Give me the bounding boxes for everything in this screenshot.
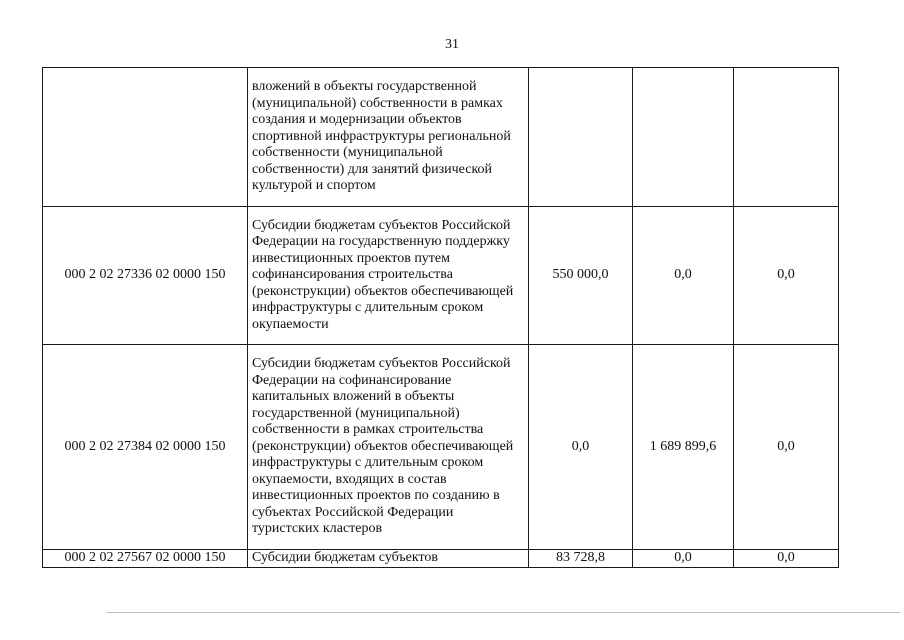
value-cell-1: 550 000,0 [529,207,633,345]
value-cell-2: 0,0 [633,207,734,345]
description-cell: Субсидии бюджетам субъектов [248,550,529,568]
value-cell-3 [734,68,839,207]
budget-code-cell [43,68,248,207]
value-cell-2: 0,0 [633,550,734,568]
page-edge-divider [106,612,900,613]
table-row [43,345,839,550]
page-number: 31 [445,37,459,52]
value-cell-2: 1 689 899,6 [633,345,734,550]
value-cell-3: 0,0 [734,345,839,550]
table-row [43,68,839,207]
description-cell: Субсидии бюджетам субъектов Российской Федерации на софинансирование капитальных вложений в объекты государственной (муниципальной) собственности в рамках строительства (реконструкции) объектов обеспечивающей инфраструктуры с длительным сроком окупаемости, входящих в состав инвестиционных проектов по созданию в субъектах Российской Федерации туристских кластеров [248,345,529,550]
table-row [43,207,839,345]
budget-table [42,67,839,568]
table-row [43,550,839,568]
budget-code-cell: 000 2 02 27567 02 0000 150 [43,550,248,568]
description-cell: вложений в объекты государственной (муниципальной) собственности в рамках создания и модернизации объектов спортивной инфраструктуры региональной собственности (муниципальной собственности) для занятий физической культурой и спортом [248,68,529,207]
value-cell-2 [633,68,734,207]
value-cell-3: 0,0 [734,550,839,568]
value-cell-1: 83 728,8 [529,550,633,568]
value-cell-1 [529,68,633,207]
budget-code-cell: 000 2 02 27336 02 0000 150 [43,207,248,345]
description-cell: Субсидии бюджетам субъектов Российской Федерации на государственную поддержку инвестиционных проектов путем софинансирования строительства (реконструкции) объектов обеспечивающей инфраструктуры с длительным сроком окупаемости [248,207,529,345]
budget-code-cell: 000 2 02 27384 02 0000 150 [43,345,248,550]
value-cell-3: 0,0 [734,207,839,345]
value-cell-1: 0,0 [529,345,633,550]
